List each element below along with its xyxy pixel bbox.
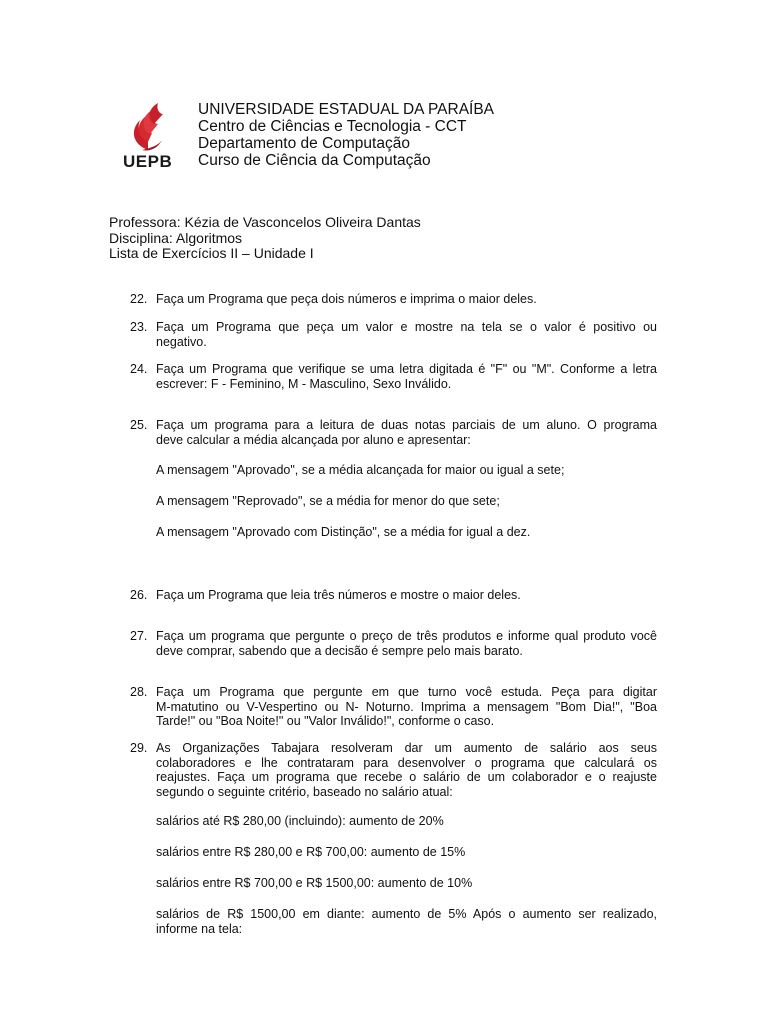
exercise-number: 25. [130, 418, 148, 432]
exercise-number: 26. [130, 588, 148, 602]
exercise-line: reajustes. Faça um programa que recebe o salário de um colaborador e o reajuste [156, 770, 657, 784]
course-name: Curso de Ciência da Computação [198, 152, 431, 169]
department-name: Departamento de Computação [198, 135, 410, 152]
exercise-29-item: salários até R$ 280,00 (incluindo): aumento de 20% [156, 814, 444, 828]
exercise-29-item: salários entre R$ 280,00 e R$ 700,00: aumento de 15% [156, 845, 466, 859]
teacher-line: Professora: Kézia de Vasconcelos Oliveira Dantas [109, 214, 421, 230]
exercise-number: 22. [130, 292, 148, 306]
exercise-line: negativo. [156, 334, 207, 349]
exercise-number: 29. [130, 741, 148, 755]
exercise-line: As Organizações Tabajara resolveram dar um aumento de salário aos seus [156, 741, 657, 755]
exercise-number: 24. [130, 362, 148, 376]
exercise-line: colaboradores e lhe contrataram para desenvolver o programa que calculará os [156, 755, 657, 770]
exercise-text [156, 362, 657, 391]
exercise-line: escrever: F - Feminino, M - Masculino, Sexo Inválido. [156, 376, 452, 391]
exercise-25-item: A mensagem "Reprovado", se a média for menor do que sete; [156, 494, 500, 508]
exercise-text [156, 320, 657, 349]
exercise-line: deve calcular a média alcançada por aluno e apresentar: [156, 432, 471, 447]
exercise-text [156, 292, 657, 307]
exercise-line: informe na tela: [156, 921, 243, 936]
institution-header [198, 101, 494, 169]
exercise-line: salários de R$ 1500,00 em diante: aumento de 5% Após o aumento ser realizado, [156, 907, 657, 921]
course-info [109, 215, 421, 262]
exercise-line: Faça um Programa que verifique se uma letra digitada é "F" ou "M". Conforme a letra [156, 362, 657, 376]
exercise-line: Faça um Programa que leia três números e mostre o maior deles. [156, 588, 521, 602]
flame-logo-icon [118, 100, 178, 152]
exercise-29-final [156, 907, 657, 936]
exercise-25-item: A mensagem "Aprovado", se a média alcançada for maior ou igual a sete; [156, 463, 565, 477]
subject-line: Disciplina: Algoritmos [109, 229, 243, 246]
exercise-line: Faça um Programa que peça um valor e mostre na tela se o valor é positivo ou [156, 320, 657, 334]
exercise-line: Tarde!" ou "Boa Noite!" ou "Valor Inválido!", conforme o caso. [156, 714, 495, 728]
university-name: UNIVERSIDADE ESTADUAL DA PARAÍBA [198, 101, 495, 118]
center-name: Centro de Ciências e Tecnologia - CCT [198, 118, 467, 135]
exercise-29-item: salários entre R$ 700,00 e R$ 1500,00: aumento de 10% [156, 876, 473, 890]
exercise-line: Faça um Programa que peça dois números e imprima o maior deles. [156, 292, 537, 306]
list-line: Lista de Exercícios II – Unidade I [109, 245, 314, 261]
exercise-line: Faça um programa para a leitura de duas notas parciais de um aluno. O programa [156, 418, 657, 432]
exercise-text [156, 588, 657, 603]
exercise-text [156, 685, 657, 729]
exercise-number: 23. [130, 320, 148, 334]
exercise-text [156, 418, 657, 447]
exercise-25-item: A mensagem "Aprovado com Distinção", se a média for igual a dez. [156, 525, 531, 539]
exercise-text [156, 741, 657, 799]
exercise-text [156, 629, 657, 658]
exercise-line: segundo o seguinte critério, baseado no salário atual: [156, 784, 453, 799]
exercise-number: 27. [130, 629, 148, 643]
exercise-line: M-matutino ou V-Vespertino ou N- Noturno. Imprima a mensagem "Bom Dia!", "Boa [156, 699, 657, 714]
logo-text: UEPB [123, 152, 173, 171]
exercise-line: deve comprar, sabendo que a decisão é sempre pelo mais barato. [156, 643, 523, 658]
exercise-line: Faça um programa que pergunte o preço de três produtos e informe qual produto você [156, 629, 657, 643]
exercise-number: 28. [130, 685, 148, 699]
exercise-line: Faça um Programa que pergunte em que turno você estuda. Peça para digitar [156, 685, 657, 699]
